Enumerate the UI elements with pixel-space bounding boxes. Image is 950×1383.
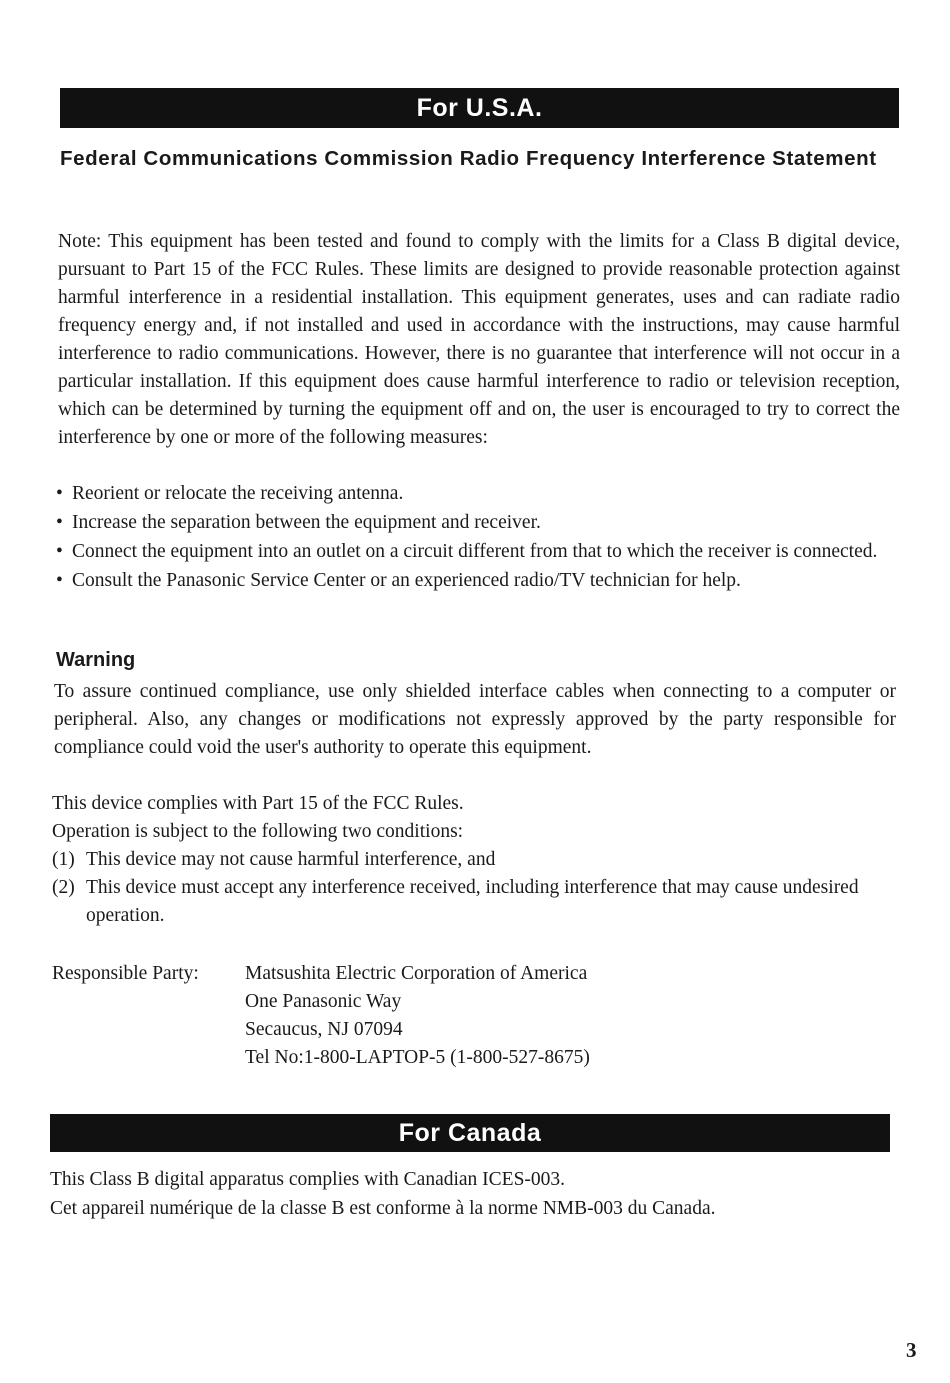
compliance-line: This device complies with Part 15 of the FCC Rules. bbox=[52, 793, 464, 814]
address-line: Secaucus, NJ 07094 bbox=[245, 1019, 403, 1040]
address-line: Matsushita Electric Corporation of America bbox=[245, 963, 588, 984]
list-item: • Increase the separation between the equipment and receiver. bbox=[56, 509, 898, 536]
condition-item bbox=[52, 874, 902, 930]
usa-section-banner: For U.S.A. bbox=[60, 88, 899, 128]
interference-measures-list bbox=[56, 480, 898, 596]
responsible-party-address bbox=[245, 960, 590, 1072]
condition-item bbox=[52, 846, 902, 874]
condition-text: This device must accept any interference received, including interference that may cause undesired operation. bbox=[86, 877, 859, 926]
fcc-note-paragraph: Note: This equipment has been tested and found to comply with the limits for a Class B digital device, pursuant to Part 15 of the FCC Rules. These limits are designed to provide reasonable protection against harmful interference in a residential installation. This equipment generates, uses and can radiate radio frequency energy and, if not installed and used in accordance with the instructions, may cause harmful interference to radio communications. However, there is no guarantee that interference will not occur in a particular installation. If this equipment does cause harmful interference to radio or television reception, which can be determined by turning the equipment off and on, the user is encouraged to try to correct the interference by one or more of the following measures: bbox=[58, 231, 900, 448]
compliance-line: Operation is subject to the following two conditions: bbox=[52, 821, 464, 842]
address-line: Tel No:1-800-LAPTOP-5 (1-800-527-8675) bbox=[245, 1047, 590, 1068]
warning-paragraph: To assure continued compliance, use only shielded interface cables when connecting to a computer or peripheral. Also, any changes or modifications not expressly approved by the party responsible for compliance could void the user's authority to operate this equipment. bbox=[54, 681, 896, 758]
warning-heading: Warning bbox=[56, 649, 136, 671]
address-line: One Panasonic Way bbox=[245, 991, 402, 1012]
list-item: • Reorient or relocate the receiving antenna. bbox=[56, 480, 898, 507]
canada-compliance-block bbox=[50, 1165, 910, 1223]
condition-number: (1) bbox=[52, 849, 75, 870]
canada-line-french: Cet appareil numérique de la classe B est conforme à la norme NMB-003 du Canada. bbox=[50, 1198, 716, 1219]
responsible-party-label: Responsible Party: bbox=[52, 963, 199, 984]
canada-section-banner: For Canada bbox=[50, 1114, 890, 1152]
canada-line-english: This Class B digital apparatus complies with Canadian ICES-003. bbox=[50, 1169, 566, 1190]
condition-text: This device may not cause harmful interference, and bbox=[86, 849, 496, 870]
list-item: • Connect the equipment into an outlet on a circuit different from that to which the receiver is connected. bbox=[56, 538, 898, 565]
fcc-statement-heading: Federal Communications Commission Radio Frequency Interference Statement bbox=[60, 147, 877, 170]
fcc-compliance-block bbox=[52, 790, 902, 930]
page-number: 3 bbox=[906, 1338, 917, 1362]
condition-number: (2) bbox=[52, 877, 75, 898]
list-item: • Consult the Panasonic Service Center or an experienced radio/TV technician for help. bbox=[56, 567, 898, 594]
